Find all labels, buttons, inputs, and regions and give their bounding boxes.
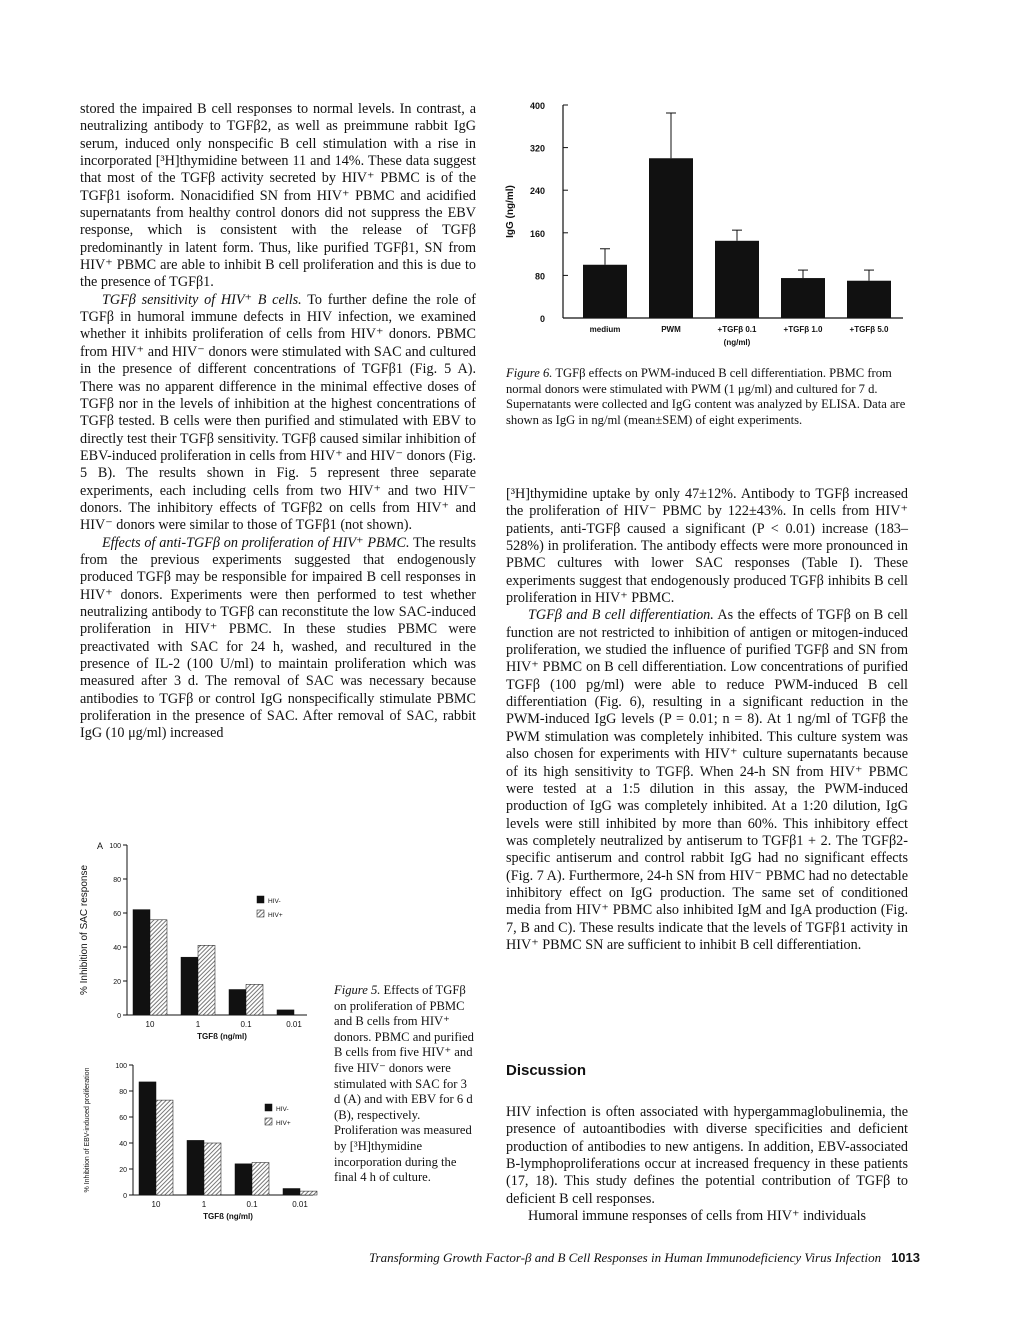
right-column — [506, 486, 908, 954]
running-title: Transforming Growth Factor-β and B Cell Responses in Human Immunodeficiency Virus Infection — [369, 1250, 882, 1265]
paragraph: TGFβ sensitivity of HIV⁺ B cells. To further define the role of TGFβ in humoral immune defects in HIV infection, we examined whether it inhibits proliferation of cells from HIV⁺ donors. PBMC from HIV⁺ and HIV⁻ donors were stimulated with SAC and cultured in the presence of different concentrations of TGFβ1 (Fig. 5 A). There was no apparent difference in the minimal effective doses of TGFβ nor in the levels of inhibition at the highest concentrations of TGFβ tested. B cells were then purified and stimulated with EBV to directly test their TGFβ sensitivity. TGFβ caused similar inhibition of EBV-induced proliferation in cells from HIV⁺ and HIV⁻ donors (Fig. 5 B). The results shown in Fig. 5 represent three separate experiments, each including cells from two HIV⁺ and two HIV⁻ donors. The inhibitory effects of TGFβ2 on cells from HIV⁺ and HIV⁻ donors were similar to those of TGFβ1 (not shown). — [80, 291, 476, 534]
bar-HIV- — [133, 910, 150, 1015]
bar-HIV+ — [252, 1163, 269, 1196]
bar-HIV- — [283, 1189, 300, 1196]
y-tick-label: 400 — [529, 101, 545, 111]
bar-HIV+ — [246, 984, 263, 1015]
y-tick-label: 20 — [113, 979, 121, 986]
y-axis-label: IgG (ng/ml) — [505, 185, 516, 238]
category-label: 10 — [151, 1200, 161, 1209]
y-tick-label: 0 — [117, 1013, 121, 1020]
y-tick-label: 60 — [113, 911, 121, 918]
bar-HIV- — [187, 1140, 204, 1195]
category-label: +TGFβ 5.0 — [849, 325, 889, 334]
category-label: 1 — [201, 1200, 207, 1209]
page-footer — [240, 1250, 920, 1266]
bar — [781, 278, 825, 318]
y-axis-label: % Inhibition of EBV-induced proliferation — [84, 1067, 91, 1193]
legend-label: HIV+ — [268, 912, 283, 919]
page-number: 1013 — [891, 1250, 920, 1265]
y-tick-label: 40 — [113, 945, 121, 952]
category-label: PWM — [661, 325, 681, 334]
bar — [649, 158, 693, 318]
x-axis-label: (ng/ml) — [723, 338, 751, 347]
figure-5-caption: Figure 5. Effects of TGFβ on proliferation of PBMC and B cells from HIV⁺ donors. PBMC and purified B cells from five HIV⁺ and five HIV⁻ donors were stimulated with SAC for 3 d (A) and with EBV for 6 d (B), respectively. Proliferation was measured by [³H]thymidine incorporation during the final 4 h of culture. — [334, 983, 474, 1185]
figure-6-chart — [495, 95, 915, 360]
figure-6-caption: Figure 6. TGFβ effects on PWM-induced B cell differentiation. PBMC from normal donors were stimulated with PWM (1 μg/ml) and cultured for 7 d. Supernatants were collected and IgG content was analyzed by ELISA. Data are shown as IgG in ng/ml (mean±SEM) of eight experiments. — [506, 366, 906, 427]
category-label: medium — [589, 325, 621, 334]
legend-label: HIV+ — [276, 1120, 291, 1127]
category-label: 0.01 — [286, 1020, 302, 1029]
legend-swatch — [257, 910, 264, 917]
category-label: +TGFβ 0.1 — [717, 325, 757, 334]
bar-HIV+ — [300, 1191, 317, 1195]
legend-label: HIV- — [276, 1106, 289, 1113]
y-tick-label: 80 — [113, 877, 121, 884]
panel-label: A — [97, 841, 104, 851]
x-axis-label: TGFß (ng/ml) — [197, 1032, 247, 1041]
paragraph: Effects of anti-TGFβ on proliferation of HIV⁺ PBMC. The results from the previous experiments suggested that endogenously produced TGFβ may be responsible for impaired B cell responses in HIV⁺ donors. Experiments were then performed to test whether neutralizing antibody to TGFβ can reconstitute the low SAC-induced proliferation in HIV⁺ PBMC. In these studies PBMC were preactivated with SAC for 24 h, washed, and recultured in the presence of IL-2 (100 U/ml) to maintain proliferation which was measured after 3 d. The removal of SAC was necessary because antibodies to TGFβ or control IgG nonspecifically stimulate PBMC proliferation in the presence of SAC. After removal of SAC, rabbit IgG (10 μg/ml) increased — [80, 534, 477, 742]
y-tick-label: 0 — [539, 314, 545, 324]
bar-HIV- — [277, 1010, 294, 1015]
bar-HIV+ — [150, 920, 167, 1015]
legend-swatch — [265, 1118, 272, 1125]
bar-HIV- — [229, 990, 246, 1016]
figure-5b-chart — [75, 1055, 335, 1235]
bar-HIV- — [181, 957, 198, 1015]
y-tick-label: 100 — [115, 1063, 127, 1070]
paragraph: TGFβ and B cell differentiation. As the effects of TGFβ on B cell function are not restricted to inhibition of antigen or mitogen-induced proliferation, we studied the influence of purified TGFβ and SN from HIV⁺ PBMC on B cell differentiation. Low concentrations of purified TGFβ (100 pg/ml) were able to reduce PWM-induced B cell differentiation (Fig. 6), resulting in a significant reduction in the PWM-induced IgG levels (P = 0.01; n = 8). At 1 ng/ml of TGFβ the PWM stimulation was completely inhibited. This culture system was also chosen for experiments with HIV⁺ culture supernatants because of its high sensitivity to TGFβ. When 24-h SN from HIV⁺ PBMC were tested at a 1:5 dilution in this assay, the PWM-induced production of IgG was completely inhibited. At a 1:20 dilution, IgG levels were still inhibited by more than 60%. This inhibitory effect was completely neutralized by antiserum to TGFβ1 + 2. The TGFβ2-specific antiserum and control rabbit IgG had no significant effects (Fig. 7 A). Furthermore, 24-h SN from HIV⁻ PBMC had no detectable inhibitory effect on IgG production. The same set of conditioned media from HIV⁺ PBMC also inhibited IgM and IgA production (Fig. 7, B and C). These results indicate that the levels of TGFβ1 activity in HIV⁺ PBMC SN are sufficient to inhibit B cell differentiation. — [506, 607, 909, 953]
bar-HIV+ — [204, 1143, 221, 1195]
discussion-body — [506, 1104, 908, 1225]
x-axis-label: TGFß (ng/ml) — [203, 1212, 253, 1221]
y-tick-label: 100 — [109, 843, 121, 850]
bar — [847, 281, 891, 318]
y-tick-label: 20 — [119, 1167, 127, 1174]
bar-HIV+ — [198, 945, 215, 1015]
y-tick-label: 160 — [529, 228, 545, 239]
bar-HIV+ — [156, 1100, 173, 1195]
y-tick-label: 40 — [119, 1141, 127, 1148]
y-tick-label: 80 — [119, 1089, 127, 1096]
legend-label: HIV- — [268, 898, 281, 905]
paragraph: Humoral immune responses of cells from HIV⁺ individuals — [528, 1208, 867, 1225]
left-column — [80, 101, 476, 743]
category-label: 10 — [145, 1020, 155, 1029]
category-label: 0.1 — [246, 1200, 258, 1209]
y-tick-label: 60 — [119, 1115, 127, 1122]
discussion-heading: Discussion — [506, 1062, 587, 1079]
y-axis-label: % Inhibition of SAC response — [79, 864, 90, 996]
bar — [583, 265, 627, 318]
category-label: 1 — [195, 1020, 201, 1029]
category-label: 0.01 — [292, 1200, 308, 1209]
figure-5a-chart — [75, 820, 335, 1060]
y-tick-label: 240 — [529, 186, 545, 197]
legend-swatch — [257, 896, 264, 903]
y-tick-label: 0 — [123, 1193, 127, 1200]
y-tick-label: 80 — [534, 271, 545, 282]
paragraph: HIV infection is often associated with hypergammaglobulinemia, the presence of autoantibodies with diverse specificities and deficient production of antibodies to new antigens. In addition, EBV-associated B-lymphoproliferations occur at increased frequency in these patients (17, 18). This study defines the potential contribution of TGFβ to deficient B cell responses. — [506, 1104, 908, 1207]
bar — [715, 241, 759, 318]
category-label: 0.1 — [240, 1020, 252, 1029]
y-tick-label: 320 — [529, 143, 545, 154]
paragraph: [³H]thymidine uptake by only 47±12%. Antibody to TGFβ increased the proliferation of HIV⁻ PBMC by 122±43%. In cells from HIV⁺ patients, anti-TGFβ caused a significant (P < 0.01) increase (183–528%) in proliferation. The antibody effects were more pronounced in PBMC cultures with lower SAC responses (Table I). These experiments suggest that endogenously produced TGFβ inhibits B cell proliferation in HIV⁺ PBMC. — [506, 486, 908, 607]
legend-swatch — [265, 1104, 272, 1111]
bar-HIV- — [139, 1082, 156, 1195]
category-label: +TGFβ 1.0 — [783, 325, 823, 334]
paragraph: stored the impaired B cell responses to normal levels. In contrast, a neutralizing antibody to TGFβ2, as well as preimmune rabbit IgG serum, induced only nonspecific B cell stimulation with a rise in incorporated [³H]thymidine between 11 and 14%. These data suggest that most of the TGFβ activity secreted by HIV⁺ PBMC is of the TGFβ1 isoform. Nonacidified SN from HIV⁺ PBMC and acidified supernatants from healthy control donors did not suppress the EBV response, which is consistent with the release of TGFβ predominantly in latent form. Thus, like purified TGFβ1, SN from HIV⁺ PBMC are able to inhibit B cell proliferation and this is due to the presence of TGFβ1. — [80, 101, 476, 291]
bar-HIV- — [235, 1164, 252, 1195]
